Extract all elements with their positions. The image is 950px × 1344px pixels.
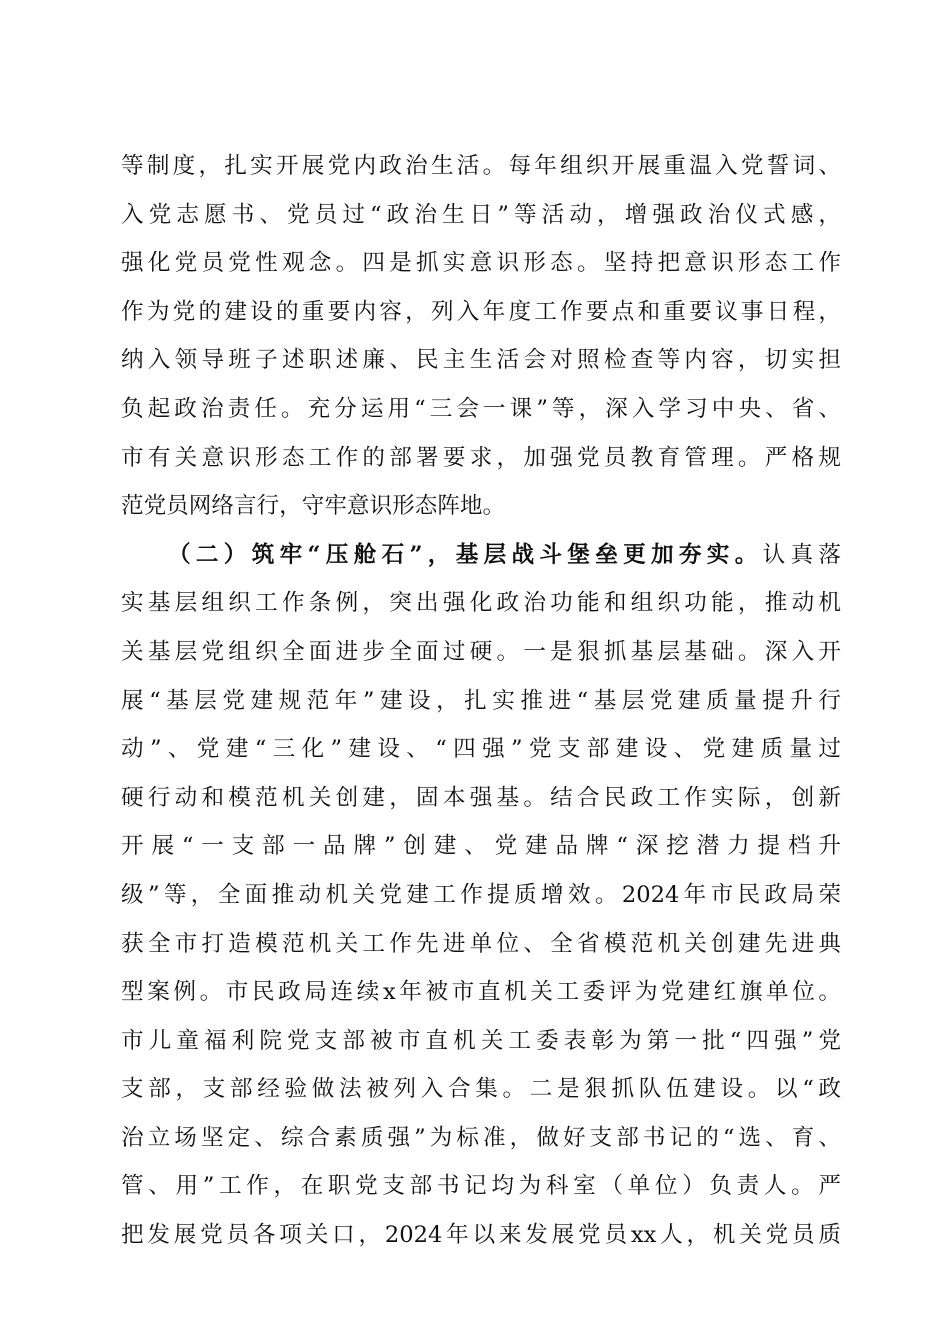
- text-line-18: 型案例。市民政局连续x年被市直机关工委评为党建红旗单位。: [121, 979, 841, 1006]
- text-line-1: 等制度，扎实开展党内政治生活。每年组织开展重温入党誓词、: [121, 153, 841, 179]
- text-line-4: 作为党的建设的重要内容，列入年度工作要点和重要议事日程，: [121, 298, 841, 325]
- text-line-14: 硬行动和模范机关创建，固本强基。结合民政工作实际，创新: [121, 784, 841, 811]
- text-line-23: 把发展党员各项关口，2024年以来发展党员xx人，机关党员质: [121, 1222, 841, 1249]
- text-line-15: 开展“一支部一品牌”创建、党建品牌“深挖潜力提档升: [121, 833, 841, 860]
- text-line-8: 范党员网络言行，守牢意识形态阵地。: [121, 493, 506, 520]
- text-line-13: 动”、党建“三化”建设、“四强”党支部建设、党建质量过: [121, 736, 841, 763]
- text-line-12: 展“基层党建规范年”建设，扎实推进“基层党建质量提升行: [121, 687, 841, 714]
- text-line-9: 认真落: [762, 541, 841, 568]
- text-line-11: 关基层党组织全面进步全面过硬。一是狠抓基层基础。深入开: [121, 638, 841, 665]
- text-line-2: 入党志愿书、党员过“政治生日”等活动，增强政治仪式感，: [121, 201, 841, 228]
- text-line-17: 获全市打造模范机关工作先进单位、全省模范机关创建先进典: [121, 930, 841, 957]
- text-line-3: 强化党员党性观念。四是抓实意识形态。坚持把意识形态工作: [121, 250, 841, 277]
- text-line-10: 实基层组织工作条例，突出强化政治功能和组织功能，推动机: [121, 590, 841, 617]
- text-line-22: 管、用”工作，在职党支部书记均为科室（单位）负责人。严: [121, 1173, 841, 1200]
- paragraph-2-first-line: [121, 531, 841, 580]
- body-text: [121, 142, 841, 1260]
- text-line-20: 支部，支部经验做法被列入合集。二是狠抓队伍建设。以“政: [121, 1076, 841, 1103]
- text-line-19: 市儿童福利院党支部被市直机关工委表彰为第一批“四强”党: [121, 1027, 841, 1054]
- text-line-7: 市有关意识形态工作的部署要求，加强党员教育管理。严格规: [121, 444, 841, 471]
- text-line-21: 治立场坚定、综合素质强”为标准，做好支部书记的“选、育、: [121, 1124, 841, 1151]
- text-line-5: 纳入领导班子述职述廉、民主生活会对照检查等内容，切实担: [121, 347, 841, 374]
- section-heading: （二）筑牢“压舱石”，基层战斗堡垒更加夯实。: [168, 541, 763, 568]
- text-line-16: 级”等，全面推动机关党建工作提质增效。2024年市民政局荣: [121, 881, 841, 908]
- text-line-6: 负起政治责任。充分运用“三会一课”等，深入学习中央、省、: [121, 395, 841, 422]
